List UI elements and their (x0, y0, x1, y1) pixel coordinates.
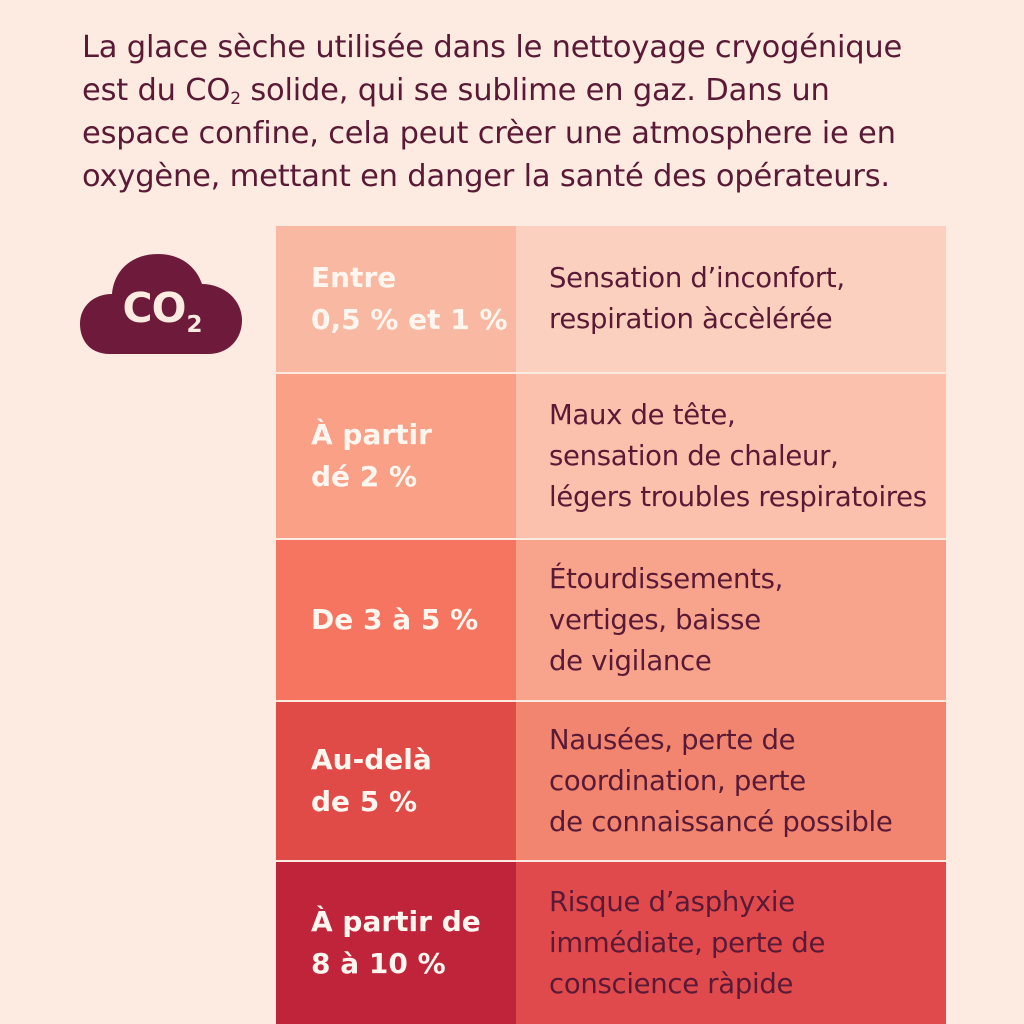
concentration-level-text: À partir de 8 à 10 % (311, 905, 481, 980)
concentration-level (276, 226, 516, 372)
co2-label-main: CO (122, 284, 186, 332)
intro-line-4: oxygène, mettant en danger la santé des opérateurs. (82, 159, 890, 194)
table-row (276, 226, 946, 372)
concentration-level-text: Au-delà de 5 % (311, 743, 432, 818)
concentration-level-text: À partir dé 2 % (311, 418, 432, 493)
health-effect-text: Maux de tête, sensation de chaleur, légers troubles respiratoires (549, 398, 927, 513)
health-effect (516, 226, 946, 372)
intro-line-2-post: solide, qui se sublime en gaz. Dans un (240, 73, 830, 108)
table-row (276, 540, 946, 700)
intro-line-1: La glace sèche utilisée dans le nettoyage cryogénique (82, 30, 903, 65)
co2-label-subscript: 2 (186, 312, 202, 338)
health-effect (516, 374, 946, 538)
intro-paragraph (82, 26, 962, 198)
health-effect-text: Sensation d’inconfort, respiration àccèlérée (549, 262, 845, 335)
table-row (276, 862, 946, 1024)
concentration-level-text: De 3 à 5 % (311, 603, 479, 636)
table-row (276, 702, 946, 860)
co2-label (80, 284, 244, 338)
concentration-level (276, 702, 516, 860)
table-row (276, 374, 946, 538)
health-effect-text: Nausées, perte de coordination, perte de connaissancé possible (549, 723, 893, 838)
concentration-level-text: Entre 0,5 % et 1 % (311, 261, 508, 336)
health-effect (516, 862, 946, 1024)
concentration-level (276, 540, 516, 700)
intro-line-3: espace confine, cela peut crèer une atmosphere ie en (82, 116, 896, 151)
intro-line-2-pre: est du CO (82, 73, 231, 108)
concentration-level (276, 374, 516, 538)
health-effect (516, 702, 946, 860)
health-effect-text: Étourdissements, vertiges, baisse de vigilance (549, 562, 784, 677)
concentration-level (276, 862, 516, 1024)
intro-line-2-subscript: 2 (230, 89, 241, 109)
co2-cloud-badge (80, 250, 244, 358)
health-effect (516, 540, 946, 700)
health-effect-text: Risque d’asphyxie immédiate, perte de conscience ràpide (549, 885, 826, 1000)
co2-effects-table (276, 226, 946, 1024)
